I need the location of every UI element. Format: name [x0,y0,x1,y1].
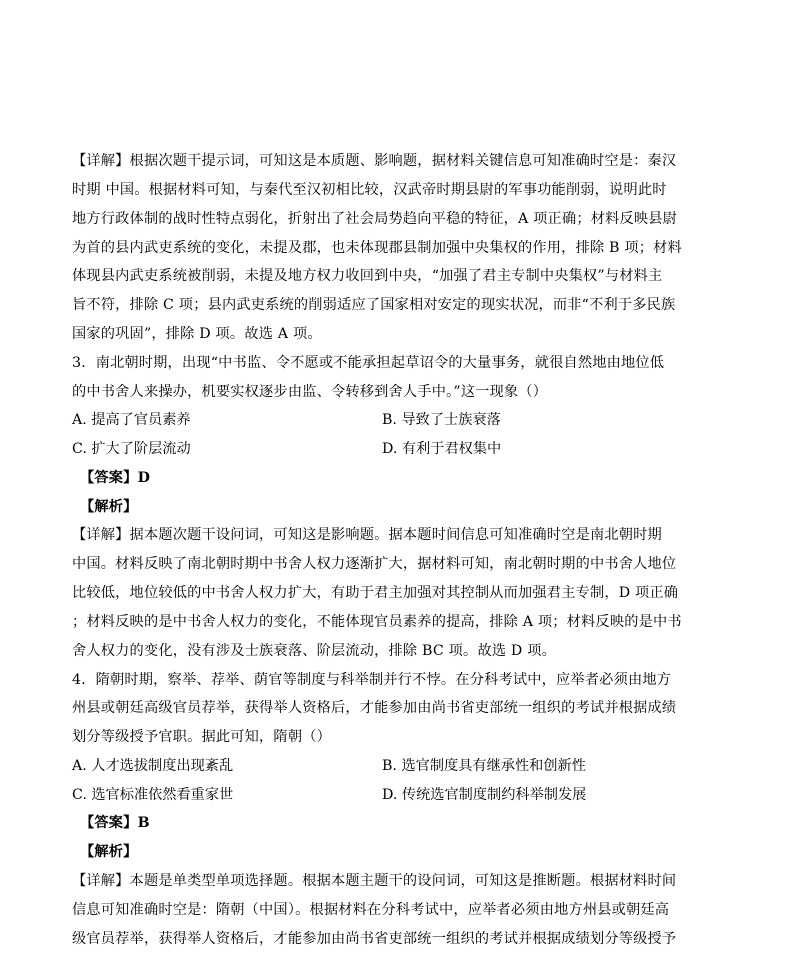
q3-option-d: D. 有利于君权集中 [382,441,502,457]
answer-label: 【答案】 [80,815,138,831]
q3-option-b: B. 导致了士族衰落 [382,412,501,428]
q3-stem-line: 的中书舍人来操办，机要实权逐步由监、令转移到舍人手中。”这一现象（） [72,384,548,400]
q4-stem-line: 4．隋朝时期，察举、荐举、荫官等制度与科举制并行不悖。在分科考试中，应举者必须由地方 [72,672,672,688]
q3-stem-line: 3．南北朝时期，出现“中书监、令不愿或不能承担起草诏令的大量事务，就很自然地由地位低 [72,355,665,371]
q2-explanation-line: 【详解】根据次题干提示词，可知这是本质题、影响题，据材料关键信息可知准确时空是：秦汉 [72,153,677,169]
q4-explanation-line: 级官员荐举，获得举人资格后，才能参加由尚书省吏部统一组织的考试并根据成绩划分等级授予 [72,931,677,947]
q4-option-a: A. 人才选拔制度出现紊乱 [72,758,234,774]
q4-option-b: B. 选官制度具有继承性和创新性 [382,758,586,774]
q3-analysis-label: 【解析】 [80,499,138,515]
q4-explanation-line: 信息可知准确时空是：隋朝（中国）。根据材料在分科考试中，应举者必须由地方州县或朝廷高 [72,902,670,918]
q2-explanation-line: 旨不符，排除 C 项；县内武吏系统的削弱适应了国家相对安定的现实状况，而非“不利于多民族 [72,297,676,313]
q3-explanation-line: ；材料反映的是中书舍人权力的变化，不能体现官员素养的提高，排除 A 项；材料反映的是中书 [72,614,682,630]
q3-explanation-line: 中国。材料反映了南北朝时期中书舍人权力逐渐扩大，据材料可知，南北朝时期的中书舍人地位 [72,556,677,572]
q4-stem-line: 州县或朝廷高级官员荐举，获得举人资格后，才能参加由尚书省吏部统一组织的考试并根据成绩 [72,700,677,716]
answer-value: D [137,470,151,486]
q4-analysis-label: 【解析】 [80,844,138,860]
answer-value: B [137,815,150,831]
q4-answer [80,813,700,833]
answer-label: 【答案】 [80,470,138,486]
q2-explanation-line: 体现县内武吏系统被削弱，未提及地方权力收回到中央，“加强了君主专制中央集权”与材料主 [72,268,663,284]
q3-explanation-line: 舍人权力的变化，没有涉及士族衰落、阶层流动，排除 BC 项。故选 D 项。 [72,643,556,659]
q2-explanation-line: 为首的县内武吏系统的变化，未提及郡，也未体现郡县制加强中央集权的作用，排除 B 项；材料 [72,240,682,256]
q4-explanation-line: 【详解】本题是单类型单项选择题。根据本题主题干的设问词，可知这是推断题。根据材料时间 [72,873,677,889]
q4-stem-line: 划分等级授予官职。据此可知，隋朝（） [72,729,331,745]
q4-option-d: D. 传统选官制度制约科举制发展 [382,787,587,803]
q3-explanation-line: 比较低，地位较低的中书舍人权力扩大，有助于君主加强对其控制从而加强君主专制，D 项正确 [72,585,679,601]
q2-explanation-line: 地方行政体制的战时性特点弱化，折射出了社会局势趋向平稳的特征，A 项正确；材料反映县尉 [72,211,678,227]
q3-option-c: C. 扩大了阶层流动 [72,441,191,457]
q3-explanation-line: 【详解】据本题次题干设问词，可知这是影响题。据本题时间信息可知准确时空是南北朝时期 [72,527,662,543]
q3-option-a: A. 提高了官员素养 [72,412,191,428]
q2-explanation-line: 时期 中国。根据材料可知，与秦代至汉初相比较，汉武帝时期县尉的军事功能削弱，说明此时 [72,182,667,198]
q3-answer [80,468,700,488]
q2-explanation-line: 国家的巩固”，排除 D 项。故选 A 项。 [72,326,322,342]
q4-option-c: C. 选官标准依然看重家世 [72,787,234,803]
